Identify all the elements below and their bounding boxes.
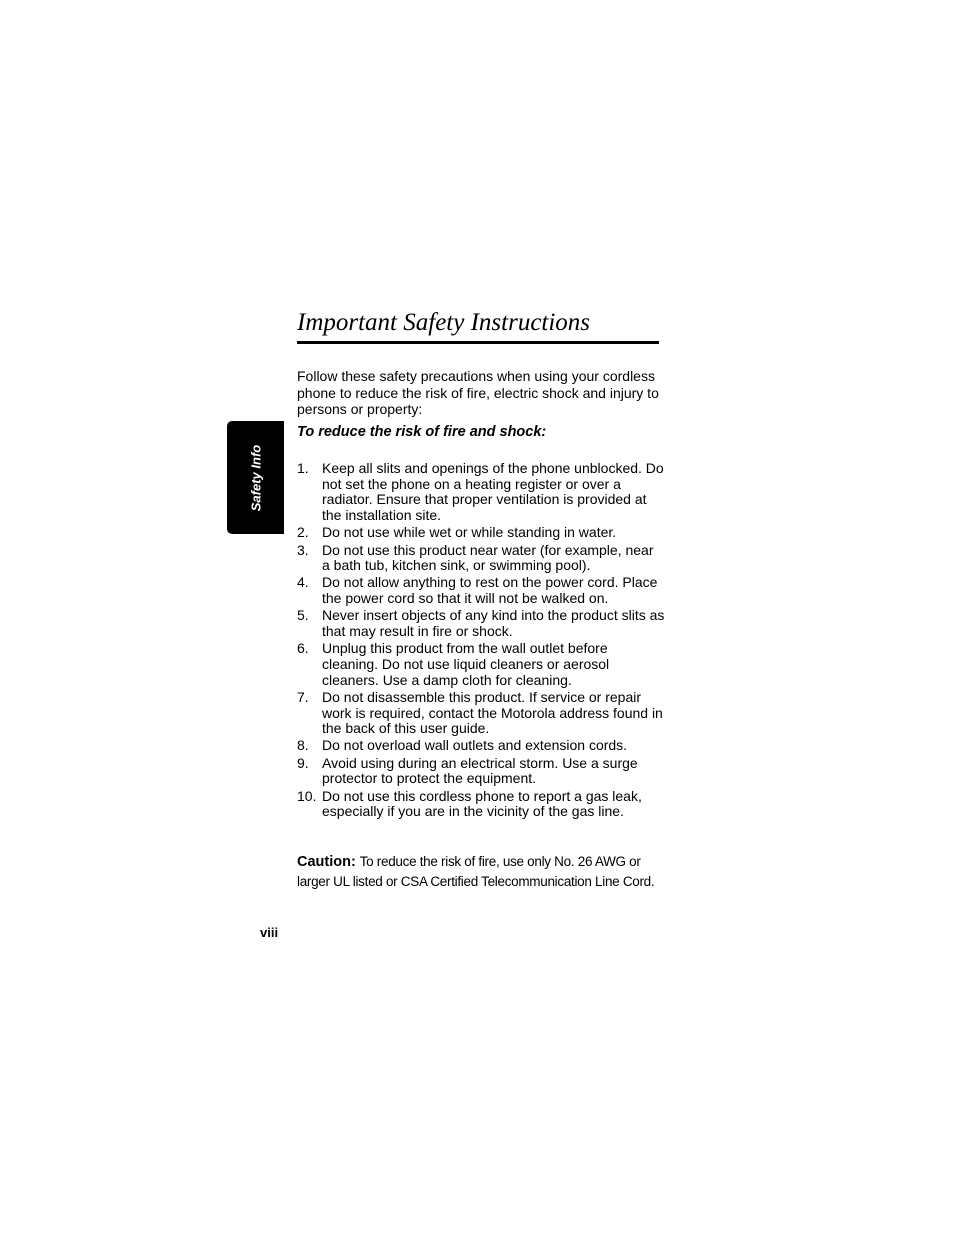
list-item xyxy=(297,690,665,737)
list-item xyxy=(297,543,665,574)
side-tab xyxy=(227,421,284,534)
list-item xyxy=(297,738,665,754)
page-title: Important Safety Instructions xyxy=(297,309,591,336)
intro-paragraph: Follow these safety precautions when using your cordless phone to reduce the risk of fire, electric shock and injury to persons or property: xyxy=(297,368,659,417)
item-number: 10. xyxy=(297,787,317,804)
caution-note xyxy=(297,852,665,891)
list-item xyxy=(297,525,665,541)
list-item xyxy=(297,575,665,606)
list-item xyxy=(297,756,665,787)
item-text: Do not use this cordless phone to report a gas leak, especially if you are in the vicinity of the gas line. xyxy=(322,787,642,820)
item-text: Do not overload wall outlets and extension cords. xyxy=(322,737,628,754)
item-text: Do not use while wet or while standing in water. xyxy=(322,524,617,541)
item-number: 2. xyxy=(297,524,309,541)
item-text: Keep all slits and openings of the phone unblocked. Do not set the phone on a heating register or over a radiator. Ensure that proper ventilation is provided at the installation site. xyxy=(322,460,664,524)
item-text: Do not use this product near water (for example, near a bath tub, kitchen sink, or swimming pool). xyxy=(322,541,654,574)
page-number: viii xyxy=(260,925,279,940)
title-rule xyxy=(297,341,659,344)
item-number: 4. xyxy=(297,574,309,591)
item-number: 1. xyxy=(297,460,309,476)
item-number: 7. xyxy=(297,688,309,705)
item-number: 5. xyxy=(297,607,309,624)
caution-label: Caution: xyxy=(297,854,356,870)
item-number: 3. xyxy=(297,541,309,558)
item-number: 8. xyxy=(297,737,309,754)
list-item xyxy=(297,789,665,820)
side-tab-label: Safety Info xyxy=(248,444,263,511)
item-text: Do not allow anything to rest on the power cord. Place the power cord so that it will not be walked on. xyxy=(322,574,658,607)
list-item xyxy=(297,641,665,688)
caution-text: To reduce the risk of fire, use only No. 26 AWG or larger UL listed or CSA Certified Telecommunication Line Cord. xyxy=(297,854,655,889)
item-number: 6. xyxy=(297,640,309,657)
item-number: 9. xyxy=(297,754,309,771)
item-text: Unplug this product from the wall outlet before cleaning. Do not use liquid cleaners or aerosol cleaners. Use a damp cloth for cleaning. xyxy=(322,640,610,688)
item-text: Do not disassemble this product. If service or repair work is required, contact the Motorola address found in the back of this user guide. xyxy=(322,688,663,737)
list-item xyxy=(297,461,665,524)
item-text: Never insert objects of any kind into the product slits as that may result in fire or shock. xyxy=(322,607,665,640)
list-item xyxy=(297,608,665,639)
section-subheading: To reduce the risk of fire and shock: xyxy=(297,424,547,440)
item-text: Avoid using during an electrical storm. Use a surge protector to protect the equipment. xyxy=(322,754,638,787)
instructions-list xyxy=(297,461,665,821)
